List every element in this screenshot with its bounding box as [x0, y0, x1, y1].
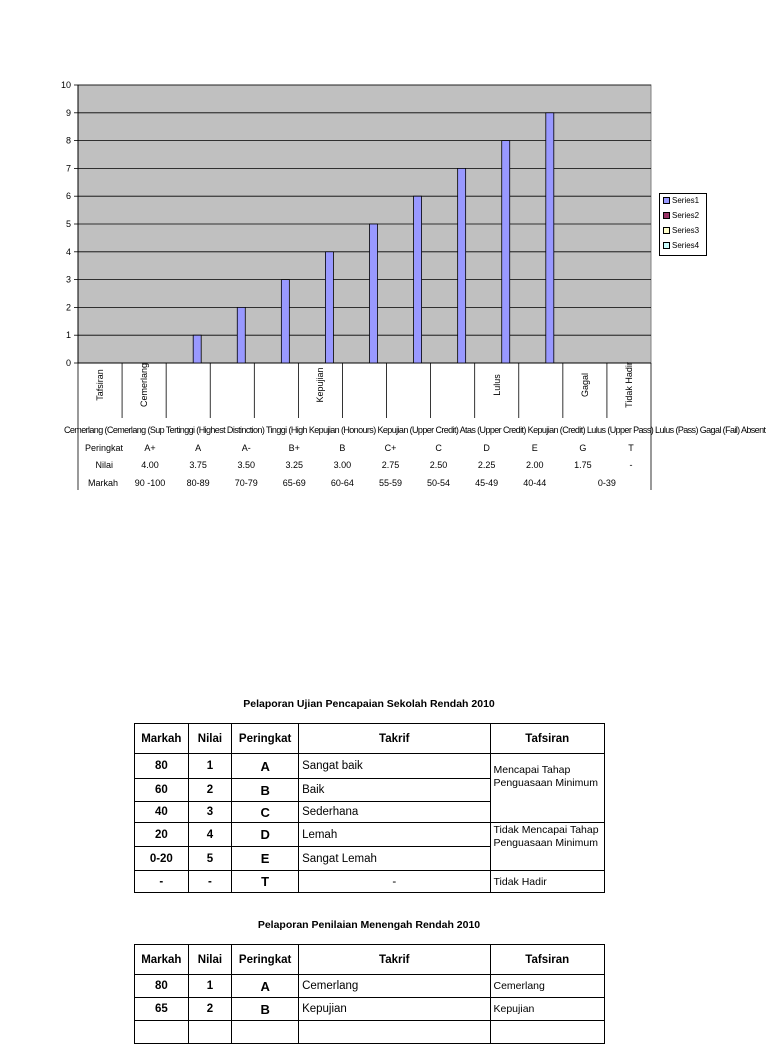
bar — [237, 307, 245, 363]
upsr-cell-nilai: 4 — [188, 823, 232, 847]
bar — [502, 141, 510, 363]
upsr-cell-tafsiran: Mencapai Tahap Penguasaan Minimum — [490, 754, 605, 823]
y-tick-label: 1 — [65, 330, 71, 341]
row-head-markah: Markah — [87, 478, 118, 488]
nilai-cell: 2.75 — [381, 460, 400, 470]
legend-swatch-series2 — [663, 212, 670, 219]
pmr-cell-peringkat: A — [232, 975, 299, 998]
upsr-cell-takrif: - — [299, 871, 490, 893]
legend-item-series3 — [663, 226, 699, 236]
chart-legend — [659, 193, 707, 256]
upsr-cell-peringkat: D — [232, 823, 299, 847]
pmr-header-takrif: Takrif — [299, 945, 490, 975]
bar — [281, 280, 289, 363]
legend-item-series1 — [663, 196, 699, 206]
y-tick-label: 9 — [65, 107, 71, 118]
bar — [370, 224, 378, 363]
peringkat-cell: D — [483, 443, 490, 453]
upsr-cell-nilai: - — [188, 871, 232, 893]
category-label: Gagal — [579, 372, 590, 398]
upsr-cell-nilai: 2 — [188, 779, 232, 802]
markah-cell: 70-79 — [234, 478, 258, 488]
table-row — [135, 1021, 605, 1044]
pmr-title: Pelaporan Penilaian Menengah Rendah 2010 — [257, 919, 481, 931]
y-tick-label: 10 — [60, 80, 71, 90]
pmr-header-row — [135, 945, 605, 975]
pmr-cell-markah: 80 — [135, 975, 189, 998]
peringkat-cell: T — [628, 443, 634, 453]
y-tick-label: 5 — [65, 219, 71, 229]
pmr-cell-peringkat: B — [232, 998, 299, 1021]
pmr-cell-takrif: Kepujian — [299, 998, 490, 1021]
upsr-cell-peringkat: B — [232, 779, 299, 802]
nilai-cell: 3.50 — [237, 460, 255, 470]
legend-label: Series1 — [672, 196, 700, 205]
y-tick-label: 7 — [65, 163, 71, 174]
category-label: Tafsiran — [95, 369, 106, 401]
legend-label: Series4 — [672, 241, 700, 250]
upsr-cell-tafsiran: Tidak Hadir — [490, 871, 605, 893]
upsr-header-peringkat: Peringkat — [232, 724, 299, 754]
pmr-header-peringkat: Peringkat — [232, 945, 299, 975]
upsr-cell-markah: - — [135, 871, 189, 893]
markah-cell: 80-89 — [186, 478, 210, 488]
bar — [546, 113, 554, 363]
upsr-cell-nilai: 5 — [188, 847, 232, 871]
upsr-header-takrif: Takrif — [299, 724, 490, 754]
legend-swatch-series1 — [663, 197, 670, 204]
pmr-header-markah: Markah — [135, 945, 189, 975]
bar — [458, 168, 466, 363]
pmr-cell-empty — [188, 1021, 232, 1044]
table-row — [135, 975, 605, 998]
legend-swatch-series4 — [663, 242, 670, 249]
pmr-cell-empty — [490, 1021, 605, 1044]
upsr-header-row — [135, 724, 605, 754]
upsr-table — [134, 723, 605, 893]
peringkat-cell: C+ — [384, 443, 397, 453]
markah-cell: 50-54 — [427, 478, 451, 488]
upsr-cell-takrif: Sederhana — [299, 802, 490, 823]
category-label: Lulus — [491, 374, 502, 396]
upsr-cell-takrif: Baik — [299, 779, 490, 802]
bar — [414, 196, 422, 363]
peringkat-cell: A+ — [144, 443, 156, 453]
upsr-cell-nilai: 3 — [188, 802, 232, 823]
markah-cell: 40-44 — [523, 478, 547, 488]
peringkat-cell: B — [339, 443, 346, 453]
bar — [325, 252, 333, 363]
markah-cell: 65-69 — [282, 478, 306, 488]
overlap-descriptions: Cemerlang (Cemerlang (Sup Tertinggi (Highest Distinction) Tinggi (High Kepujian (Honours) Kepujian (Upper Credit) Atas (Upper Credit) Kepujian (Credit) Lulus (Upper Pass) Lulus (Pass) Gagal (Fail) Absent — [64, 425, 766, 435]
legend-item-series4 — [663, 241, 699, 251]
table-row — [135, 754, 605, 779]
pmr-cell-empty — [299, 1021, 490, 1044]
table-row — [135, 998, 605, 1021]
y-tick-label: 4 — [65, 246, 71, 257]
markah-cell: 55-59 — [378, 478, 402, 488]
peringkat-cell: A- — [241, 443, 251, 453]
upsr-cell-takrif: Sangat Lemah — [299, 847, 490, 871]
markah-cell: 90 -100 — [134, 478, 166, 488]
upsr-cell-markah: 40 — [135, 802, 189, 823]
upsr-cell-peringkat: E — [232, 847, 299, 871]
upsr-cell-nilai: 1 — [188, 754, 232, 779]
markah-cell: 45-49 — [475, 478, 499, 488]
upsr-cell-markah: 80 — [135, 754, 189, 779]
legend-item-series2 — [663, 211, 699, 221]
pmr-cell-tafsiran: Kepujian — [490, 998, 605, 1021]
upsr-header-tafsiran: Tafsiran — [490, 724, 605, 754]
nilai-cell: 1.75 — [574, 460, 592, 470]
nilai-cell: 4.00 — [141, 460, 159, 470]
nilai-cell: 3.25 — [285, 460, 304, 470]
upsr-title: Pelaporan Ujian Pencapaian Sekolah Rendah 2010 — [243, 698, 495, 710]
pmr-cell-empty — [135, 1021, 189, 1044]
upsr-cell-takrif: Lemah — [299, 823, 490, 847]
row-head-nilai: Nilai — [95, 460, 113, 470]
table-row — [135, 823, 605, 847]
upsr-header-nilai: Nilai — [188, 724, 232, 754]
y-tick-label: 0 — [65, 358, 71, 368]
pmr-header-nilai: Nilai — [188, 945, 232, 975]
upsr-cell-markah: 0-20 — [135, 847, 189, 871]
legend-label: Series3 — [672, 226, 700, 235]
upsr-cell-peringkat: T — [232, 871, 299, 893]
pmr-cell-nilai: 2 — [188, 998, 232, 1021]
upsr-cell-markah: 60 — [135, 779, 189, 802]
pmr-cell-nilai: 1 — [188, 975, 232, 998]
y-tick-label: 8 — [65, 135, 71, 146]
peringkat-cell: G — [579, 443, 587, 453]
nilai-cell: 3.75 — [189, 460, 207, 470]
category-label: Tidak Hadir — [623, 362, 634, 408]
nilai-cell: - — [629, 460, 633, 470]
upsr-cell-tafsiran: Tidak Mencapai Tahap Penguasaan Minimum — [490, 823, 605, 871]
markah-cell: 60-64 — [330, 478, 354, 488]
upsr-cell-takrif: Sangat baik — [299, 754, 490, 779]
upsr-cell-peringkat: A — [232, 754, 299, 779]
pmr-cell-tafsiran: Cemerlang — [490, 975, 605, 998]
pmr-cell-takrif: Cemerlang — [299, 975, 490, 998]
pmr-header-tafsiran: Tafsiran — [490, 945, 605, 975]
y-tick-label: 2 — [65, 302, 71, 313]
pmr-cell-empty — [232, 1021, 299, 1044]
upsr-header-markah: Markah — [135, 724, 189, 754]
peringkat-cell: C — [435, 443, 442, 453]
pmr-table — [134, 944, 605, 1044]
legend-label: Series2 — [672, 211, 700, 220]
peringkat-cell: E — [531, 443, 538, 453]
legend-swatch-series3 — [663, 227, 670, 234]
pmr-cell-markah: 65 — [135, 998, 189, 1021]
peringkat-cell: A — [195, 443, 202, 453]
y-tick-label: 3 — [65, 274, 71, 285]
y-tick-label: 6 — [65, 191, 71, 202]
upsr-cell-peringkat: C — [232, 802, 299, 823]
bar — [193, 335, 201, 363]
category-label: Kepujian — [315, 367, 326, 403]
nilai-cell: 2.50 — [429, 460, 448, 470]
peringkat-cell: B+ — [288, 443, 300, 453]
nilai-cell: 3.00 — [333, 460, 352, 470]
upsr-cell-markah: 20 — [135, 823, 189, 847]
markah-cell: 0-39 — [597, 478, 616, 488]
nilai-cell: 2.25 — [477, 460, 496, 470]
category-label: Cemerlang — [139, 362, 150, 408]
nilai-cell: 2.00 — [525, 460, 544, 470]
table-row — [135, 871, 605, 893]
row-head-peringkat: Peringkat — [84, 443, 123, 453]
